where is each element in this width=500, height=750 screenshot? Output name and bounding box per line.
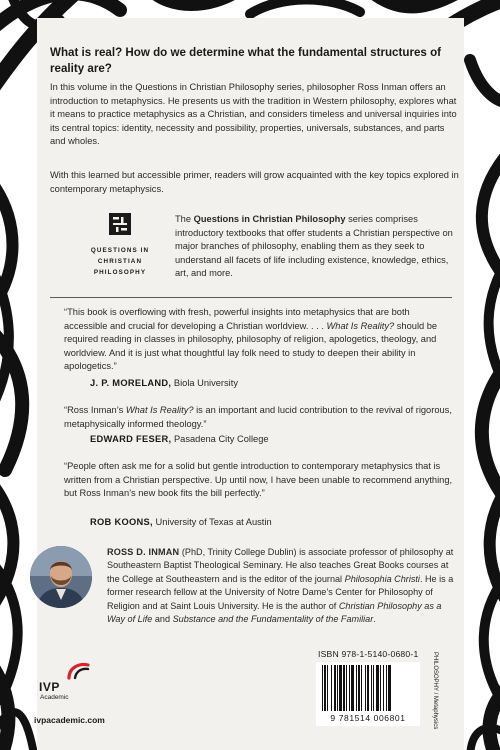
barcode-bars: [321, 665, 415, 711]
endorsement-quote-3: “People often ask me for a solid but gentle introduction to contemporary metaphysics that is written from a Christian perspective. Up until now, I have been unable to recommend anything, but Ross Inman’s new book fits the bill perfectly.”: [64, 461, 453, 499]
endorsement-quote-2: “Ross Inman’s What Is Reality? is an important and lucid contribution to the revival of rigorous, metaphysically informed theology.”: [64, 405, 452, 429]
category-label: PHILOSOPHY / Metaphysics: [432, 652, 438, 730]
author-bio: ROSS D. INMAN (PhD, Trinity College Dublin) is associate professor of philosophy at Southeastern Baptist Theological Seminary. He also teaches Great Books courses at the College at Southeastern and is the editor of the journal Philosophia Christi. He is a former research fellow at the University of Notre Dame’s Center for Philosophy of Religion and at Saint Louis University. He is the author of Christian Philosophy as a Way of Life and Substance and the Fundamentality of the Familiar.: [107, 547, 454, 625]
barcode: [316, 662, 420, 726]
headline: What is real? How do we determine what the fundamental structures of reality are?: [50, 46, 442, 75]
series-logo: [80, 213, 160, 278]
intro-paragraph-2: With this learned but accessible primer, readers will grow acquainted with the key topics explored in contemporary metaphysics.: [50, 170, 459, 194]
series-logo-text: QUESTIONS IN CHRISTIAN PHILOSOPHY: [90, 247, 150, 276]
endorsement-attribution-1: J. P. MORELAND, Biola University: [90, 378, 238, 388]
publisher-url[interactable]: ivpacademic.com: [34, 715, 105, 725]
isbn: ISBN 978-1-5140-0680-1: [318, 649, 419, 659]
intro-paragraph-1: In this volume in the Questions in Christian Philosophy series, philosopher Ross Inman offers an introduction to metaphysics. He presents us with the tradition in Western philosophy, explores what it means to practice metaphysics as a Christian, and considers timeless and universal inquiries into its central topics: identity, necessity and possibility, properties, universals, substances, and parts and wholes.: [50, 82, 457, 147]
series-description: The Questions in Christian Philosophy series comprises introductory textbooks that offer students a Christian perspective on major branches of philosophy, enabling them as they seek to understand all facets of life including existence, knowledge, ethics, art, and more.: [175, 214, 453, 279]
series-name: Questions in Christian Philosophy: [193, 214, 346, 224]
author-photo: [30, 546, 92, 608]
endorsement-attribution-2: EDWARD FESER, Pasadena City College: [90, 434, 269, 444]
ivp-logo-icon: [33, 661, 133, 681]
publisher-logo-text: IVP: [39, 680, 60, 694]
section-divider: [50, 297, 452, 298]
endorsement-attribution-3: ROB KOONS, University of Texas at Austin: [90, 517, 272, 527]
publisher-imprint: Academic: [40, 694, 69, 701]
series-mark-icon: [109, 213, 131, 235]
barcode-digits: 9 781514 006801: [330, 713, 406, 723]
endorsement-quote-1: “This book is overflowing with fresh, powerful insights into metaphysics that are both accessible and crucial for developing a Christian worldview. . . . What Is Reality? should be required reading in classes in philosophy, philosophy of religion, apologetics, theology, and worldview. And it is just what thoughtful lay folk need to study to deepen their ability in apologetics.”: [64, 307, 438, 372]
